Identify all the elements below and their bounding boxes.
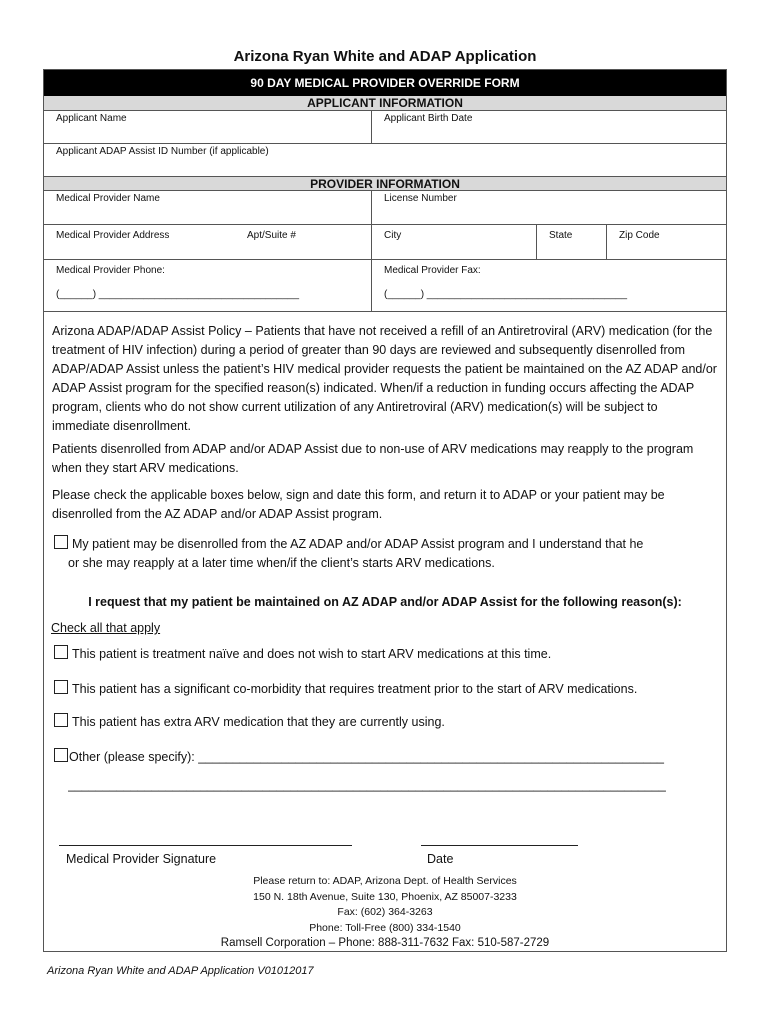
- provider-fax-label: Medical Provider Fax:: [384, 265, 481, 276]
- provider-row-2: [44, 225, 726, 260]
- provider-phone-field[interactable]: [44, 260, 371, 311]
- license-number-label: License Number: [384, 193, 457, 204]
- provider-phone-blank: (______) ____________________________________: [56, 289, 300, 300]
- version-footer: Arizona Ryan White and ADAP Application V01012017: [47, 965, 314, 977]
- provider-fax-blank: (______) ____________________________________: [384, 289, 628, 300]
- date-line[interactable]: [421, 845, 578, 846]
- applicant-name-field[interactable]: [44, 111, 371, 143]
- override-form: [43, 69, 727, 952]
- reason-3-text: This patient has extra ARV medication that they are currently using.: [72, 715, 445, 729]
- provider-phone-label: Medical Provider Phone:: [56, 265, 165, 276]
- policy-paragraph-3: Please check the applicable boxes below, sign and date this form, and return it to ADAP or your patient may be disenrolled from the AZ ADAP and/or ADAP Assist program.: [52, 488, 665, 521]
- license-number-field[interactable]: [371, 191, 726, 224]
- reason-other[interactable]: [54, 748, 720, 764]
- reason-co-morbidity[interactable]: [54, 680, 637, 696]
- return-phone-line: Phone: Toll-Free (800) 334-1540: [309, 921, 461, 934]
- reason-treatment-naive[interactable]: [54, 645, 551, 661]
- return-address-line: Please return to: ADAP, Arizona Dept. of Health Services: [253, 875, 517, 887]
- applicant-id-label: Applicant ADAP Assist ID Number (if applicable): [56, 146, 269, 157]
- policy-paragraph-2: Patients disenrolled from ADAP and/or ADAP Assist due to non-use of ARV medications may reapply to the program when they start ARV medications.: [52, 442, 694, 475]
- state-field[interactable]: [536, 225, 606, 259]
- page-title: Arizona Ryan White and ADAP Application: [233, 48, 537, 65]
- applicant-row-1: [44, 111, 726, 144]
- signature-label: Medical Provider Signature: [66, 852, 217, 866]
- return-fax-line: Fax: (602) 364-3263: [337, 906, 433, 918]
- disenroll-option-text: My patient may be disenrolled from the AZ ADAP and/or ADAP Assist program and I understand that he: [72, 537, 644, 551]
- form-header: 90 DAY MEDICAL PROVIDER OVERRIDE FORM: [44, 70, 726, 96]
- other-specify-line[interactable]: ______________________________________________________________________________________: [68, 778, 666, 792]
- policy-text: [44, 322, 726, 524]
- disenroll-option-text-cont: or she may reapply at a later time when/if the client’s starts ARV medications.: [68, 556, 495, 570]
- applicant-id-field[interactable]: [44, 144, 726, 176]
- applicant-birth-date-label: Applicant Birth Date: [384, 113, 473, 124]
- reason-2-text: This patient has a significant co-morbidity that requires treatment prior to the start of ARV medications.: [72, 682, 638, 696]
- provider-row-3: [44, 260, 726, 312]
- city-field[interactable]: [371, 225, 536, 259]
- zip-code-field[interactable]: [606, 225, 726, 259]
- reason-4-checkbox[interactable]: [54, 748, 68, 762]
- reason-1-checkbox[interactable]: [54, 645, 68, 659]
- reason-3-checkbox[interactable]: [54, 713, 68, 727]
- ramsell-contact-line: Ramsell Corporation – Phone: 888-311-7632 Fax: 510-587-2729: [220, 937, 550, 949]
- provider-name-field[interactable]: [44, 191, 371, 224]
- check-all-label: Check all that apply: [51, 621, 161, 635]
- policy-paragraph-1: Arizona ADAP/ADAP Assist Policy – Patients that have not received a refill of an Antiretroviral (ARV) medication (for the treatment of HIV infection) during a period of greater than 90 days are reviewed and subsequently disenrolled from ADAP/ADAP Assist unless the patient’s HIV medical provider requests the patient be maintained on the AZ ADAP and/or ADAP Assist program for the specified reason(s) indicated. When/if a reduction in funding occurs affecting the ADAP program, clients who do not show current utilization of any Antiretroviral (ARV) medication(s) will be subject to immediate disenrollment.: [52, 324, 717, 433]
- apt-suite-label: Apt/Suite #: [247, 230, 296, 241]
- reason-extra-medication[interactable]: [54, 713, 445, 729]
- applicant-section-heading: APPLICANT INFORMATION: [44, 96, 726, 111]
- request-heading: I request that my patient be maintained on AZ ADAP and/or ADAP Assist for the following reason(s):: [88, 595, 682, 609]
- provider-address-field[interactable]: [44, 225, 371, 259]
- city-label: City: [384, 230, 402, 241]
- disenroll-checkbox[interactable]: [54, 535, 68, 549]
- return-info: [44, 874, 726, 952]
- provider-section-heading: PROVIDER INFORMATION: [44, 176, 726, 191]
- provider-name-label: Medical Provider Name: [56, 193, 160, 204]
- applicant-name-label: Applicant Name: [56, 113, 127, 124]
- return-street-line: 150 N. 18th Avenue, Suite 130, Phoenix, AZ 85007-3233: [253, 890, 517, 903]
- reason-2-checkbox[interactable]: [54, 680, 68, 694]
- provider-row-1: [44, 191, 726, 225]
- provider-address-label: Medical Provider Address: [56, 230, 170, 241]
- applicant-birth-date-field[interactable]: [371, 111, 726, 143]
- signature-line[interactable]: [59, 845, 352, 846]
- state-label: State: [549, 230, 573, 241]
- applicant-row-2: [44, 144, 726, 176]
- reason-4-text: Other (please specify): ___________________________________________________________________: [69, 750, 664, 764]
- reason-1-text: This patient is treatment naïve and does not wish to start ARV medications at this time.: [72, 647, 552, 661]
- date-label: Date: [427, 852, 454, 866]
- zip-code-label: Zip Code: [619, 230, 660, 241]
- provider-fax-field[interactable]: [371, 260, 726, 311]
- disenroll-option[interactable]: [54, 535, 643, 551]
